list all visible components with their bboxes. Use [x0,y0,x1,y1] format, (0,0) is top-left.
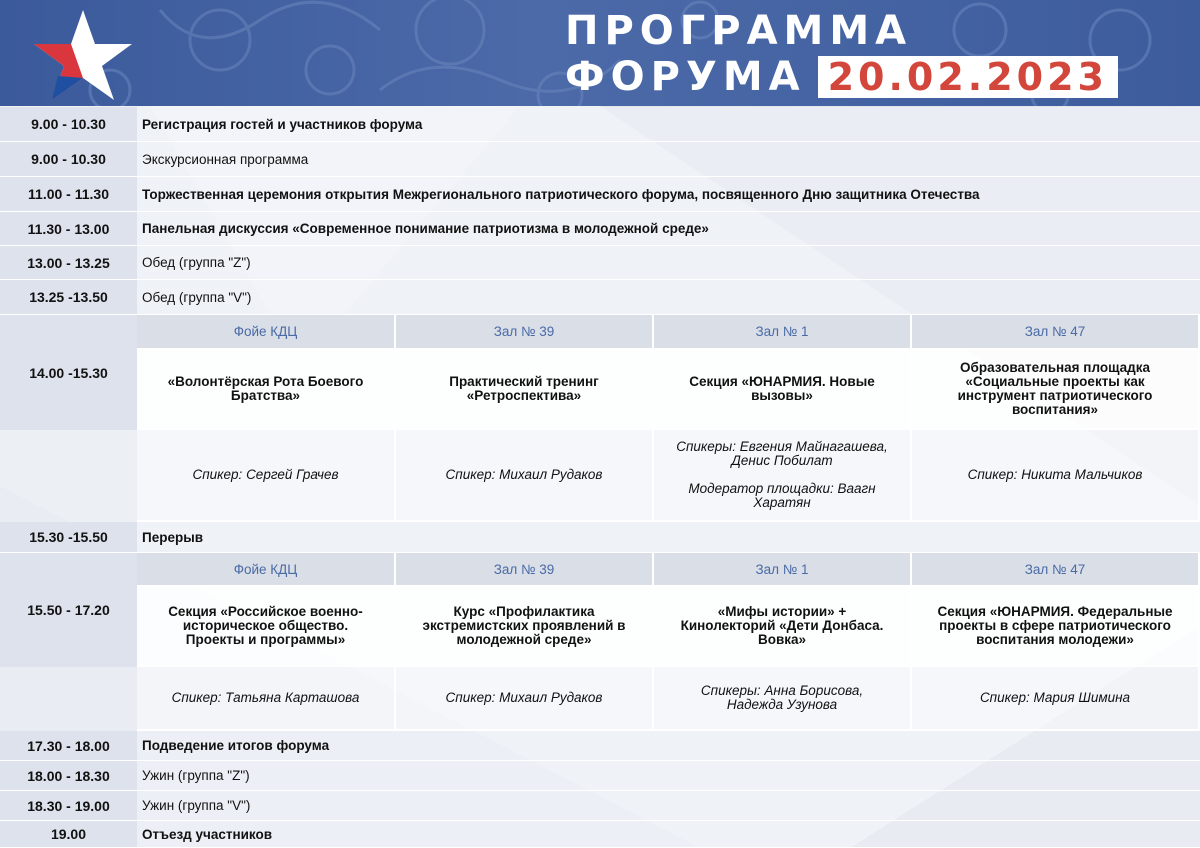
speaker-cell [912,667,1200,731]
time-cell: 13.25 -13.50 [0,280,137,315]
schedule-row [0,246,1200,280]
speaker-cell [654,667,912,731]
time-cell: 19.00 [0,821,137,848]
schedule-row [0,731,1200,761]
schedule-row [0,142,1200,177]
time-cell-filler [0,667,137,731]
moderator-text: Модератор площадки: Ваагн Харатян [688,481,876,510]
hall-label: Зал № 1 [654,553,912,587]
schedule-row [0,761,1200,791]
schedule-row [0,821,1200,848]
time-cell: 15.50 - 17.20 [0,553,137,667]
star-logo-icon [28,6,138,102]
schedule-row [0,212,1200,246]
session-title: «Мифы истории» + Кинолекторий «Дети Донбаса. Вовка» [654,587,912,667]
schedule-row [0,791,1200,821]
hall-label: Фойе КДЦ [137,315,396,350]
hall-label: Фойе КДЦ [137,553,396,587]
hall-label: Зал № 47 [912,553,1200,587]
time-cell: 18.00 - 18.30 [0,761,137,791]
session-title: «Волонтёрская Рота Боевого Братства» [137,350,396,430]
hall-label: Зал № 39 [396,553,654,587]
session-title: Секция «Российское военно-историческое общество. Проекты и программы» [137,587,396,667]
speaker-cell [654,430,912,522]
speaker-text: Спикер: Никита Мальчиков [967,467,1143,482]
event-cell: Перерыв [137,522,1200,553]
time-cell: 9.00 - 10.30 [0,142,137,177]
schedule-row [0,522,1200,553]
hall-label: Зал № 1 [654,315,912,350]
speaker-text: Спикер: Михаил Рудаков [445,467,603,482]
speaker-cell [912,430,1200,522]
event-cell: Ужин (группа "V") [137,791,1200,821]
time-cell: 11.00 - 11.30 [0,177,137,212]
parallel-sessions-block-2 [0,553,1200,731]
speaker-text: Спикеры: Анна Борисова, Надежда Узунова [700,683,864,712]
speaker-text: Спикер: Сергей Грачев [192,467,339,482]
event-cell: Экскурсионная программа [137,142,1200,177]
event-cell: Подведение итогов форума [137,731,1200,761]
time-cell: 15.30 -15.50 [0,522,137,553]
time-cell: 18.30 - 19.00 [0,791,137,821]
title-line-2: ФОРУМА [565,54,806,100]
session-title: Образовательная площадка «Социальные проекты как инструмент патриотического воспитания» [912,350,1200,430]
speaker-text: Спикер: Михаил Рудаков [445,690,603,705]
event-cell: Ужин (группа "Z") [137,761,1200,791]
schedule-row [0,280,1200,315]
title-line-1: ПРОГРАММА [565,8,913,54]
hall-label: Зал № 47 [912,315,1200,350]
hall-label: Зал № 39 [396,315,654,350]
speaker-cell [396,430,654,522]
event-cell: Обед (группа "Z") [137,246,1200,280]
event-cell: Панельная дискуссия «Современное понимание патриотизма в молодежной среде» [137,212,1200,246]
schedule-row [0,107,1200,142]
speaker-cell [137,430,396,522]
event-cell: Отъезд участников [137,821,1200,848]
speaker-text: Спикеры: Евгения Майнагашева, Денис Побилат [676,439,888,468]
time-cell-filler [0,430,137,522]
event-cell: Регистрация гостей и участников форума [137,107,1200,142]
header-banner [0,0,1200,106]
session-title: Практический тренинг «Ретроспектива» [396,350,654,430]
event-cell: Торжественная церемония открытия Межрегионального патриотического форума, посвященного Дню защитника Отечества [137,177,1200,212]
schedule-row [0,177,1200,212]
time-cell: 17.30 - 18.00 [0,731,137,761]
time-cell: 14.00 -15.30 [0,315,137,430]
time-cell: 9.00 - 10.30 [0,107,137,142]
time-cell: 11.30 - 13.00 [0,212,137,246]
session-title: Секция «ЮНАРМИЯ. Федеральные проекты в сфере патриотического воспитания молодежи» [912,587,1200,667]
time-cell: 13.00 - 13.25 [0,246,137,280]
page-title [565,8,1118,100]
date-badge: 20.02.2023 [818,56,1118,98]
session-title: Курс «Профилактика экстремистских проявлений в молодежной среде» [396,587,654,667]
speaker-cell [396,667,654,731]
speaker-cell [137,667,396,731]
event-cell: Обед (группа "V") [137,280,1200,315]
speaker-text: Спикер: Татьяна Карташова [171,690,360,705]
parallel-sessions-block-1 [0,315,1200,522]
session-title: Секция «ЮНАРМИЯ. Новые вызовы» [654,350,912,430]
speaker-text: Спикер: Мария Шимина [979,690,1131,705]
